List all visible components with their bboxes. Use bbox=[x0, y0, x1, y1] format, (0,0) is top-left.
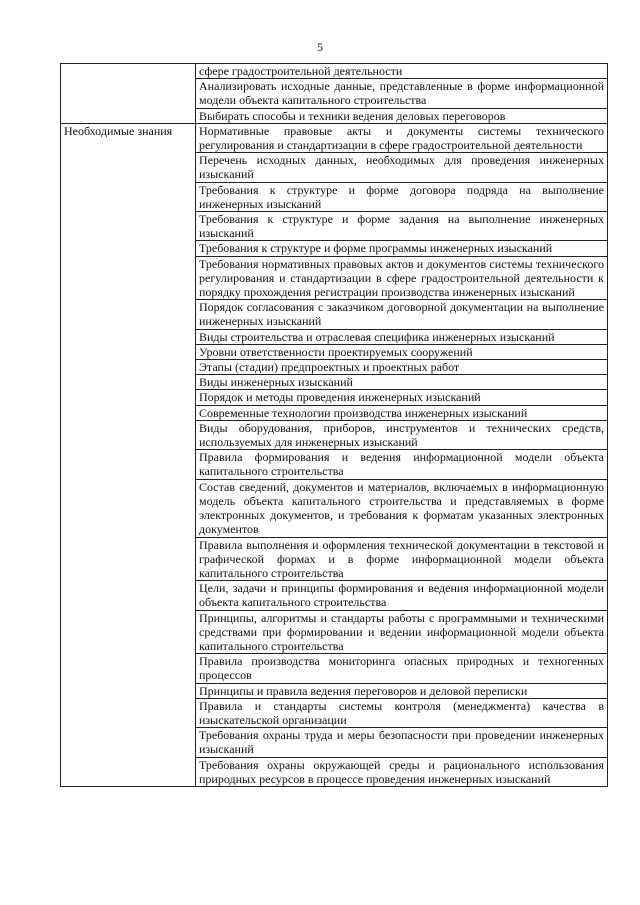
knowledge-item: Требования нормативных правовых актов и документов системы технического регулирования и стандартизации в сфере градостроительной деятельности к порядку прохождения регистрации производства инженерных изысканий bbox=[196, 256, 608, 300]
knowledge-item: Этапы (стадии) предпроектных и проектных работ bbox=[196, 360, 608, 375]
knowledge-item: Современные технологии производства инженерных изысканий bbox=[196, 405, 608, 420]
skills-label-cell bbox=[61, 64, 196, 124]
knowledge-item: Порядок и методы проведения инженерных изысканий bbox=[196, 390, 608, 405]
table-row bbox=[61, 123, 608, 152]
knowledge-item: Нормативные правовые акты и документы системы технического регулирования и стандартизации в сфере градостроительной деятельности bbox=[196, 123, 608, 152]
knowledge-item: Принципы и правила ведения переговоров и деловой переписки bbox=[196, 683, 608, 698]
knowledge-item: Требования к структуре и форме задания на выполнение инженерных изысканий bbox=[196, 212, 608, 241]
knowledge-item: Перечень исходных данных, необходимых для проведения инженерных изысканий bbox=[196, 153, 608, 182]
knowledge-item: Правила производства мониторинга опасных природных и техногенных процессов bbox=[196, 654, 608, 683]
knowledge-item: Правила формирования и ведения информационной модели объекта капитального строительства bbox=[196, 450, 608, 479]
knowledge-item: Цели, задачи и принципы формирования и ведения информационной модели объекта капитального строительства bbox=[196, 581, 608, 610]
skill-item: сфере градостроительной деятельности bbox=[196, 64, 608, 79]
knowledge-item: Правила и стандарты системы контроля (менеджмента) качества в изыскательской организации bbox=[196, 698, 608, 727]
page-number: 5 bbox=[317, 40, 323, 54]
knowledge-item: Виды инженерных изысканий bbox=[196, 375, 608, 390]
knowledge-item: Требования к структуре и форме программы инженерных изысканий bbox=[196, 241, 608, 256]
knowledge-item: Правила выполнения и оформления технической документации в текстовой и графической формах и в форме информационной модели объекта капитального строительства bbox=[196, 537, 608, 581]
qualification-table bbox=[60, 63, 608, 787]
knowledge-item: Требования к структуре и форме договора подряда на выполнение инженерных изысканий bbox=[196, 182, 608, 211]
knowledge-item: Виды строительства и отраслевая специфика инженерных изысканий bbox=[196, 329, 608, 344]
table-row bbox=[61, 64, 608, 79]
knowledge-item: Уровни ответственности проектируемых сооружений bbox=[196, 344, 608, 359]
knowledge-item: Состав сведений, документов и материалов, включаемых в информационную модель объекта капитального строительства и представляемых в форме электронных документов, и требования к форматам указанных электронных документов bbox=[196, 479, 608, 537]
knowledge-item: Принципы, алгоритмы и стандарты работы с программными и техническими средствами при формировании и ведении информационной модели объекта капитального строительства bbox=[196, 610, 608, 654]
skill-item: Анализировать исходные данные, представленные в форме информационной модели объекта капитального строительства bbox=[196, 79, 608, 108]
knowledge-item: Виды оборудования, приборов, инструментов и технических средств, используемых для инженерных изысканий bbox=[196, 420, 608, 449]
knowledge-item: Требования охраны окружающей среды и рационального использования природных ресурсов в процессе проведения инженерных изысканий bbox=[196, 757, 608, 786]
skill-item: Выбирать способы и техники ведения деловых переговоров bbox=[196, 108, 608, 123]
knowledge-label: Необходимые знания bbox=[61, 123, 196, 786]
knowledge-item: Требования охраны труда и меры безопасности при проведении инженерных изысканий bbox=[196, 728, 608, 757]
knowledge-item: Порядок согласования с заказчиком договорной документации на выполнение инженерных изысканий bbox=[196, 300, 608, 329]
